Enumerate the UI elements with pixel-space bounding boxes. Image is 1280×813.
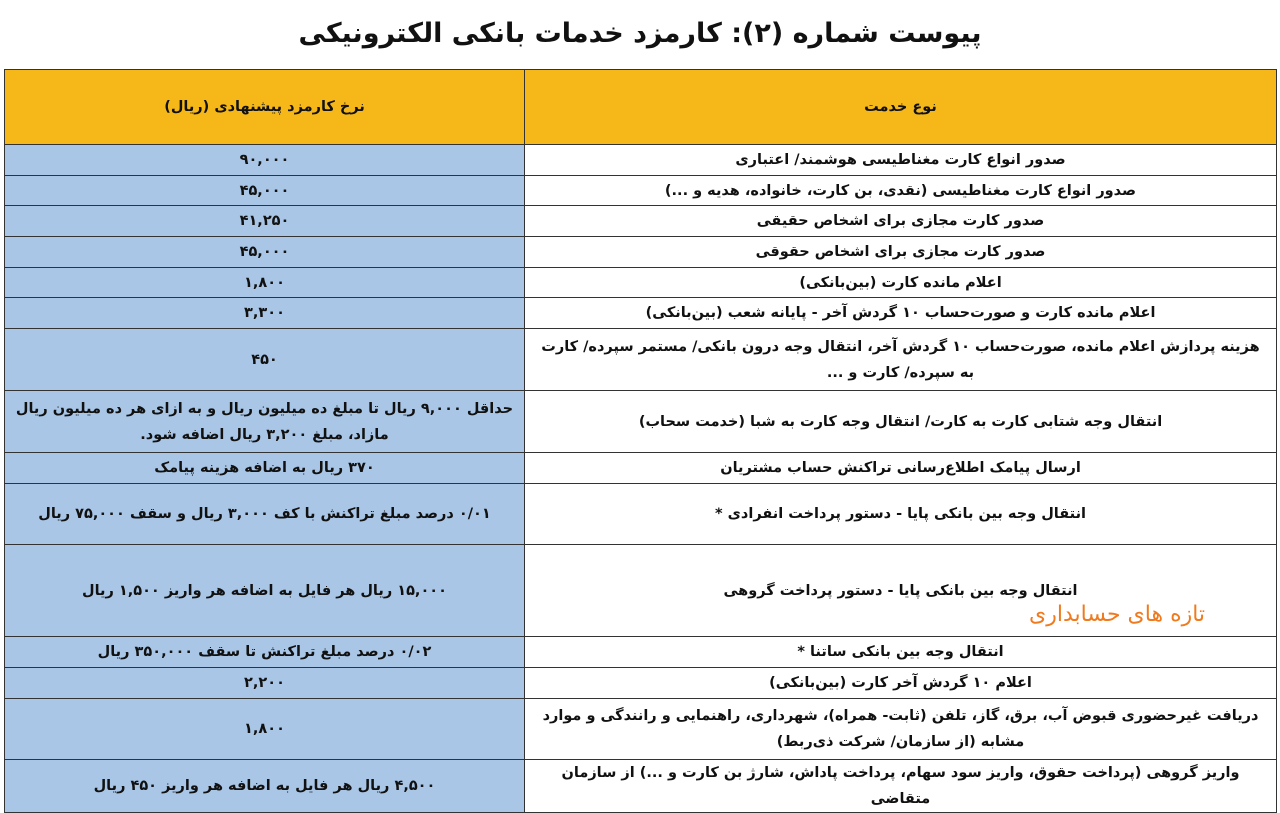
service-cell: هزینه پردازش اعلام مانده، صورت‌حساب ۱۰ گردش آخر، انتقال وجه درون بانکی/ مستمر سپرده/ کارت به سپرده/ کارت و ...: [525, 329, 1277, 391]
table-row: [5, 391, 1277, 453]
table-row: [5, 298, 1277, 329]
service-cell: اعلام ۱۰ گردش آخر کارت (بین‌بانکی): [525, 668, 1277, 699]
service-cell: صدور کارت مجازی برای اشخاص حقیقی: [525, 206, 1277, 237]
service-cell: انتقال وجه شتابی کارت به کارت/ انتقال وجه کارت به شبا (خدمت سحاب): [525, 391, 1277, 453]
page-title: پیوست شماره (۲): کارمزد خدمات بانکی الکترونیکی: [298, 18, 982, 49]
service-cell: صدور کارت مجازی برای اشخاص حقوقی: [525, 237, 1277, 268]
rate-cell: ۳۷۰ ریال به اضافه هزینه پیامک: [5, 453, 525, 484]
table-row: [5, 206, 1277, 237]
rate-cell: ۱۵,۰۰۰ ریال هر فایل به اضافه هر واریز ۱,۵۰۰ ریال: [5, 545, 525, 637]
service-cell: اعلام مانده کارت (بین‌بانکی): [525, 268, 1277, 298]
service-cell: واریز گروهی (پرداخت حقوق، واریز سود سهام، پرداخت پاداش، شارژ بن کارت و ...) از سازمان متقاضی: [525, 760, 1277, 813]
service-cell: اعلام مانده کارت و صورت‌حساب ۱۰ گردش آخر - پایانه شعب (بین‌بانکی): [525, 298, 1277, 329]
service-cell: صدور انواع کارت مغناطیسی (نقدی، بن کارت، خانواده، هدیه و ...): [525, 176, 1277, 206]
rate-cell: ۳,۳۰۰: [5, 298, 525, 329]
service-cell: صدور انواع کارت مغناطیسی هوشمند/ اعتباری: [525, 145, 1277, 176]
table-row: [5, 145, 1277, 176]
table-row: [5, 453, 1277, 484]
table-row: [5, 237, 1277, 268]
table-header-row: [5, 70, 1277, 145]
service-cell: انتقال وجه بین بانکی پایا - دستور پرداخت انفرادی *: [525, 484, 1277, 545]
table-row: [5, 760, 1277, 813]
watermark-text: تازه های حسابداری: [1029, 602, 1206, 627]
rate-cell: ۴۱,۲۵۰: [5, 206, 525, 237]
service-cell: انتقال وجه بین بانکی ساتنا *: [525, 637, 1277, 668]
header-service-type: نوع خدمت: [525, 70, 1277, 145]
table-row: [5, 268, 1277, 298]
rate-cell: ۲,۲۰۰: [5, 668, 525, 699]
fee-table: [4, 69, 1277, 813]
service-cell: انتقال وجه بین بانکی پایا - دستور پرداخت گروهی: [525, 545, 1277, 637]
rate-cell: ۰/۰۱ درصد مبلغ تراکنش با کف ۳,۰۰۰ ریال و سقف ۷۵,۰۰۰ ریال: [5, 484, 525, 545]
table-row: [5, 668, 1277, 699]
table-row: [5, 637, 1277, 668]
rate-cell: ۴۵,۰۰۰: [5, 176, 525, 206]
rate-cell: ۱,۸۰۰: [5, 699, 525, 760]
rate-cell: ۴,۵۰۰ ریال هر فایل به اضافه هر واریز ۴۵۰ ریال: [5, 760, 525, 813]
rate-cell: ۹۰,۰۰۰: [5, 145, 525, 176]
rate-cell: ۰/۰۲ درصد مبلغ تراکنش تا سقف ۳۵۰,۰۰۰ ریال: [5, 637, 525, 668]
rate-cell: ۴۵۰: [5, 329, 525, 391]
rate-cell: ۴۵,۰۰۰: [5, 237, 525, 268]
service-cell: دریافت غیرحضوری قبوض آب، برق، گاز، تلفن (ثابت- همراه)، شهرداری، راهنمایی و رانندگی و موارد مشابه (از سازمان/ شرکت ذی‌ربط): [525, 699, 1277, 760]
table-row: [5, 699, 1277, 760]
table-row: [5, 484, 1277, 545]
service-cell: ارسال پیامک اطلاع‌رسانی تراکنش حساب مشتریان: [525, 453, 1277, 484]
table-row: [5, 329, 1277, 391]
table-row: [5, 176, 1277, 206]
rate-cell: ۱,۸۰۰: [5, 268, 525, 298]
rate-cell: حداقل ۹,۰۰۰ ریال تا مبلغ ده میلیون ریال و به ازای هر ده میلیون ریال مازاد، مبلغ ۳,۲۰۰ ریال اضافه شود.: [5, 391, 525, 453]
header-proposed-rate: نرخ کارمزد پیشنهادی (ریال): [5, 70, 525, 145]
